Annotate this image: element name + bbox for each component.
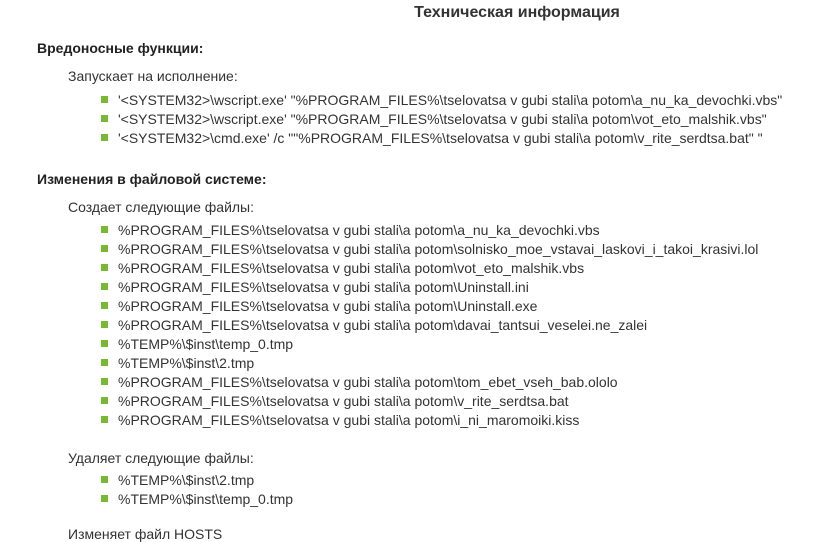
launch-list (100, 91, 782, 148)
deletes-files-label: Удаляет следующие файлы: (68, 450, 254, 466)
bullet-icon (101, 378, 108, 385)
bullet-icon (101, 283, 108, 290)
list-item (100, 335, 758, 354)
bullet-icon (101, 416, 108, 423)
list-item (100, 297, 758, 316)
list-item (100, 316, 758, 335)
modifies-hosts-label: Изменяет файл HOSTS (68, 526, 223, 542)
list-item-text: %TEMP%\$inst\temp_0.tmp (118, 491, 294, 507)
list-item (100, 278, 758, 297)
malicious-functions-heading: Вредоносные функции: (37, 40, 204, 56)
creates-files-label: Создает следующие файлы: (68, 199, 255, 215)
list-item (100, 471, 293, 490)
launches-label: Запускает на исполнение: (68, 68, 238, 84)
bullet-icon (101, 495, 108, 502)
list-item (100, 129, 782, 148)
list-item (100, 490, 293, 509)
list-item (100, 221, 758, 240)
list-item-text: %PROGRAM_FILES%\tselovatsa v gubi stali\a potom\v_rite_serdtsa.bat (118, 393, 569, 409)
list-item-text: %PROGRAM_FILES%\tselovatsa v gubi stali\a potom\solnisko_moe_vstavai_laskovi_i_takoi_krasivi.lol (118, 241, 759, 257)
bullet-icon (101, 359, 108, 366)
list-item-text: %PROGRAM_FILES%\tselovatsa v gubi stali\a potom\i_ni_maromoiki.kiss (118, 412, 580, 428)
created-files-list (100, 221, 758, 430)
bullet-icon (101, 96, 108, 103)
list-item-text: %TEMP%\$inst\2.tmp (118, 355, 255, 371)
list-item (100, 411, 758, 430)
bullet-icon (101, 302, 108, 309)
list-item-text: %PROGRAM_FILES%\tselovatsa v gubi stali\a potom\a_nu_ka_devochki.vbs (118, 222, 600, 238)
bullet-icon (101, 340, 108, 347)
list-item-text: %TEMP%\$inst\2.tmp (118, 472, 255, 488)
bullet-icon (101, 321, 108, 328)
bullet-icon (101, 115, 108, 122)
bullet-icon (101, 245, 108, 252)
list-item-text: %TEMP%\$inst\temp_0.tmp (118, 336, 294, 352)
bullet-icon (101, 476, 108, 483)
page-title: Техническая информация (414, 4, 620, 21)
list-item-text: '<SYSTEM32>\wscript.exe' "%PROGRAM_FILES%\tselovatsa v gubi stali\a potom\vot_eto_malshik.vbs" (118, 111, 767, 127)
list-item-text: %PROGRAM_FILES%\tselovatsa v gubi stali\a potom\vot_eto_malshik.vbs (118, 260, 585, 276)
list-item (100, 240, 758, 259)
bullet-icon (101, 397, 108, 404)
list-item (100, 373, 758, 392)
bullet-icon (101, 264, 108, 271)
list-item (100, 392, 758, 411)
list-item-text: '<SYSTEM32>\cmd.exe' /c ""%PROGRAM_FILES%\tselovatsa v gubi stali\a potom\v_rite_serdtsa.bat" " (118, 130, 763, 146)
list-item-text: %PROGRAM_FILES%\tselovatsa v gubi stali\a potom\davai_tantsui_veselei.ne_zalei (118, 317, 648, 333)
list-item (100, 110, 782, 129)
filesystem-changes-heading: Изменения в файловой системе: (37, 171, 267, 187)
list-item-text: '<SYSTEM32>\wscript.exe' "%PROGRAM_FILES%\tselovatsa v gubi stali\a potom\a_nu_ka_devochki.vbs" (118, 92, 783, 108)
deleted-files-list (100, 471, 293, 509)
list-item-text: %PROGRAM_FILES%\tselovatsa v gubi stali\a potom\tom_ebet_vseh_bab.ololo (118, 374, 618, 390)
list-item-text: %PROGRAM_FILES%\tselovatsa v gubi stali\a potom\Uninstall.ini (118, 279, 529, 295)
bullet-icon (101, 134, 108, 141)
list-item-text: %PROGRAM_FILES%\tselovatsa v gubi stali\a potom\Uninstall.exe (118, 298, 538, 314)
list-item (100, 259, 758, 278)
bullet-icon (101, 226, 108, 233)
list-item (100, 354, 758, 373)
list-item (100, 91, 782, 110)
